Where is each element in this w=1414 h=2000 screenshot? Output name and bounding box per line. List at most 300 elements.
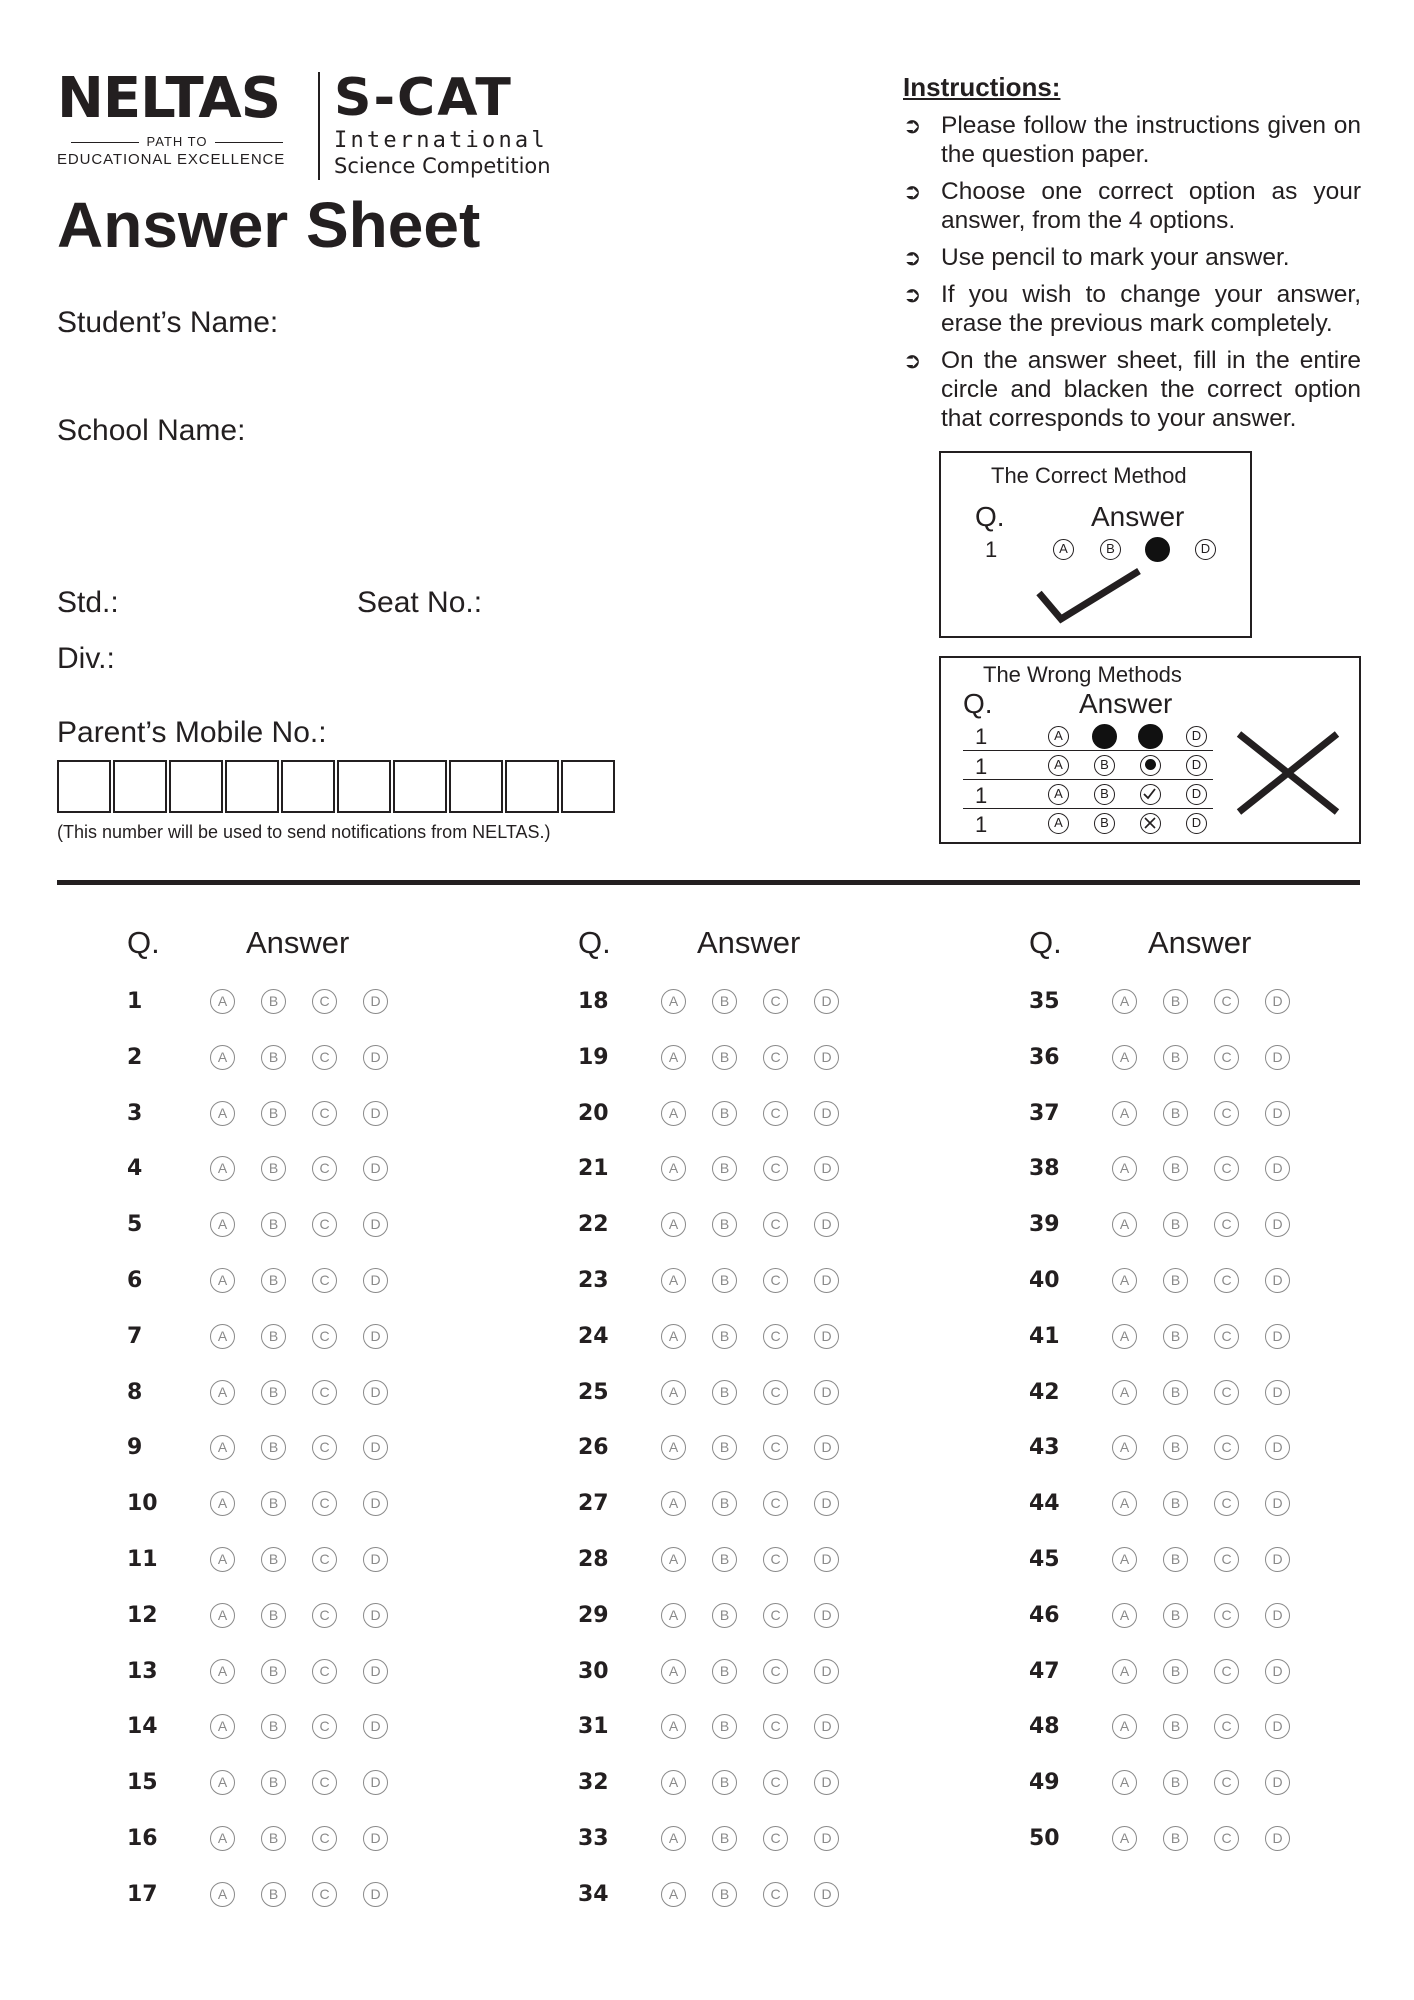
answer-bubble-d[interactable]: D xyxy=(363,1714,388,1739)
answer-bubble-c[interactable]: C xyxy=(1214,1826,1239,1851)
answer-bubble-a[interactable]: A xyxy=(1112,1491,1137,1516)
instructions-list xyxy=(903,111,1361,433)
answer-bubble-c[interactable]: C xyxy=(1214,1770,1239,1795)
option-bubble-d: D xyxy=(1186,726,1207,747)
answer-bubble-a[interactable]: A xyxy=(1112,1045,1137,1070)
answer-bubble-d[interactable]: D xyxy=(1265,1547,1290,1572)
answer-bubble-d[interactable]: D xyxy=(814,1324,839,1349)
answer-bubble-a[interactable]: A xyxy=(1112,1101,1137,1126)
answer-bubble-a[interactable]: A xyxy=(661,1714,686,1739)
correct-method-box xyxy=(939,451,1252,638)
answer-bubble-a[interactable]: A xyxy=(210,1491,235,1516)
answer-bubble-d[interactable]: D xyxy=(814,1547,839,1572)
answer-bubble-d[interactable]: D xyxy=(1265,1603,1290,1628)
answer-bubble-a[interactable]: A xyxy=(1112,1324,1137,1349)
answer-bubble-a[interactable]: A xyxy=(1112,1770,1137,1795)
answer-bubble-c[interactable]: C xyxy=(312,1324,337,1349)
answer-bubble-c[interactable]: C xyxy=(312,1268,337,1293)
question-row xyxy=(1029,1700,1409,1756)
answer-bubble-d[interactable]: D xyxy=(814,1770,839,1795)
answer-bubble-c[interactable]: C xyxy=(312,1435,337,1460)
answer-bubble-a[interactable]: A xyxy=(1112,1156,1137,1181)
answer-bubble-d[interactable]: D xyxy=(814,1714,839,1739)
question-row xyxy=(578,1645,958,1701)
answer-bubble-c[interactable]: C xyxy=(1214,1268,1239,1293)
answer-bubble-c[interactable]: C xyxy=(763,989,788,1014)
mobile-digit-box[interactable] xyxy=(337,760,391,813)
answer-bubble-d[interactable]: D xyxy=(814,1435,839,1460)
answer-bubble-c[interactable]: C xyxy=(312,1770,337,1795)
question-number: 41 xyxy=(1029,1323,1060,1349)
answer-bubble-c[interactable]: C xyxy=(312,1826,337,1851)
question-row xyxy=(127,1142,507,1198)
answer-bubble-b[interactable]: B xyxy=(1163,1212,1188,1237)
answer-bubble-b[interactable]: B xyxy=(261,1882,286,1907)
answer-bubble-a[interactable]: A xyxy=(661,1156,686,1181)
answer-bubble-d[interactable]: D xyxy=(1265,1156,1290,1181)
question-row xyxy=(578,1756,958,1812)
answer-bubble-d[interactable]: D xyxy=(1265,1714,1290,1739)
answer-bubble-b[interactable]: B xyxy=(712,1045,737,1070)
question-row xyxy=(1029,1812,1409,1868)
answer-bubble-b[interactable]: B xyxy=(1163,1324,1188,1349)
question-number: 30 xyxy=(578,1658,609,1684)
question-number: 19 xyxy=(578,1044,609,1070)
question-number: 5 xyxy=(127,1212,143,1238)
answer-bubble-b[interactable]: B xyxy=(261,1659,286,1684)
answer-bubble-b[interactable]: B xyxy=(712,1770,737,1795)
check-mark-icon xyxy=(1035,565,1145,627)
answer-bubble-b[interactable]: B xyxy=(261,1045,286,1070)
answer-bubble-c[interactable]: C xyxy=(312,1101,337,1126)
answer-bubble-a[interactable]: A xyxy=(661,1045,686,1070)
question-number: 2 xyxy=(127,1044,143,1070)
answer-bubble-c[interactable]: C xyxy=(763,1435,788,1460)
question-row xyxy=(578,1421,958,1477)
answer-bubble-c[interactable]: C xyxy=(1214,1324,1239,1349)
answer-bubble-b[interactable]: B xyxy=(1163,1101,1188,1126)
question-row xyxy=(578,1310,958,1366)
question-number: 3 xyxy=(127,1100,143,1126)
answer-bubble-a[interactable]: A xyxy=(210,1714,235,1739)
answer-bubble-b[interactable]: B xyxy=(1163,1714,1188,1739)
question-row xyxy=(1029,1756,1409,1812)
question-number: 21 xyxy=(578,1156,609,1182)
answer-bubble-c[interactable]: C xyxy=(763,1045,788,1070)
cross-mark-icon xyxy=(1233,728,1343,818)
question-row xyxy=(578,975,958,1031)
answer-bubble-b[interactable]: B xyxy=(712,1435,737,1460)
answer-bubble-c[interactable]: C xyxy=(312,1882,337,1907)
answer-bubble-d[interactable]: D xyxy=(363,1156,388,1181)
answer-bubble-a[interactable]: A xyxy=(661,1212,686,1237)
answer-bubble-a[interactable]: A xyxy=(1112,1435,1137,1460)
row-divider xyxy=(963,750,1213,751)
q-header: Q. xyxy=(578,925,611,960)
answer-bubble-a[interactable]: A xyxy=(210,1659,235,1684)
answer-bubble-c[interactable]: C xyxy=(1214,1156,1239,1181)
answer-bubble-b[interactable]: B xyxy=(1163,1045,1188,1070)
question-row xyxy=(1029,1366,1409,1422)
correct-answer-header: Answer xyxy=(1091,501,1185,532)
page-title: Answer Sheet xyxy=(57,189,481,261)
answer-bubble-b[interactable]: B xyxy=(261,1324,286,1349)
answer-bubble-a[interactable]: A xyxy=(661,1491,686,1516)
arrow-bullet-icon: ➲ xyxy=(903,179,922,204)
answer-bubble-d[interactable]: D xyxy=(814,1045,839,1070)
question-number: 48 xyxy=(1029,1714,1060,1740)
question-number: 46 xyxy=(1029,1602,1060,1628)
answer-bubble-d[interactable]: D xyxy=(1265,1045,1290,1070)
answer-bubble-b[interactable]: B xyxy=(261,1603,286,1628)
answer-bubble-a[interactable]: A xyxy=(1112,1603,1137,1628)
answer-bubble-b[interactable]: B xyxy=(1163,1603,1188,1628)
answer-bubble-d[interactable]: D xyxy=(814,1603,839,1628)
answer-bubble-d[interactable]: D xyxy=(814,1882,839,1907)
answer-bubble-a[interactable]: A xyxy=(661,1435,686,1460)
answer-bubble-d[interactable]: D xyxy=(363,1826,388,1851)
column-header xyxy=(578,925,958,975)
answer-bubble-b[interactable]: B xyxy=(261,1547,286,1572)
question-row xyxy=(127,1421,507,1477)
answer-bubble-d[interactable]: D xyxy=(363,1659,388,1684)
arrow-bullet-icon: ➲ xyxy=(903,348,922,373)
correct-row-number: 1 xyxy=(985,537,998,562)
answer-bubble-d[interactable]: D xyxy=(1265,1435,1290,1460)
answer-bubble-d[interactable]: D xyxy=(363,1603,388,1628)
answer-bubble-b[interactable]: B xyxy=(712,1268,737,1293)
question-number: 34 xyxy=(578,1881,609,1907)
question-number: 26 xyxy=(578,1435,609,1461)
answer-bubble-a[interactable]: A xyxy=(1112,1547,1137,1572)
answer-bubble-c[interactable]: C xyxy=(1214,1045,1239,1070)
answer-bubble-d[interactable]: D xyxy=(814,1826,839,1851)
answer-header: Answer xyxy=(246,925,350,960)
answer-bubble-c[interactable]: C xyxy=(763,1324,788,1349)
answer-bubble-d[interactable]: D xyxy=(363,1101,388,1126)
mobile-digit-box[interactable] xyxy=(57,760,111,813)
answer-bubble-a[interactable]: A xyxy=(661,1101,686,1126)
question-row xyxy=(578,1031,958,1087)
answer-bubble-c[interactable]: C xyxy=(312,1659,337,1684)
answer-bubble-d[interactable]: D xyxy=(1265,1101,1290,1126)
neltas-wordmark: NELTAS xyxy=(57,66,281,131)
question-row xyxy=(578,1254,958,1310)
answer-bubble-c[interactable]: C xyxy=(763,1101,788,1126)
answer-bubble-d[interactable]: D xyxy=(814,1156,839,1181)
section-divider xyxy=(57,880,1360,885)
filled-bubble xyxy=(1145,537,1170,562)
answer-bubble-a[interactable]: A xyxy=(210,1045,235,1070)
answer-bubble-a[interactable]: A xyxy=(661,1603,686,1628)
answer-bubble-b[interactable]: B xyxy=(261,1826,286,1851)
answer-bubble-d[interactable]: D xyxy=(363,989,388,1014)
answer-bubble-c[interactable]: C xyxy=(1214,1212,1239,1237)
answer-bubble-a[interactable]: A xyxy=(210,1324,235,1349)
answer-bubble-b[interactable]: B xyxy=(1163,1547,1188,1572)
school-name-label: School Name: xyxy=(57,414,246,447)
question-row xyxy=(127,1645,507,1701)
answer-bubble-d[interactable]: D xyxy=(363,1268,388,1293)
answer-bubble-d[interactable]: D xyxy=(1265,1659,1290,1684)
answer-bubble-a[interactable]: A xyxy=(661,989,686,1014)
answer-bubble-d[interactable]: D xyxy=(363,1491,388,1516)
answer-bubble-d[interactable]: D xyxy=(363,1045,388,1070)
answer-bubble-d[interactable]: D xyxy=(814,1491,839,1516)
answer-bubble-d[interactable]: D xyxy=(814,1101,839,1126)
answer-bubble-b[interactable]: B xyxy=(261,1101,286,1126)
answer-bubble-c[interactable]: C xyxy=(763,1380,788,1405)
answer-bubble-d[interactable]: D xyxy=(1265,1212,1290,1237)
question-row xyxy=(578,1589,958,1645)
instruction-item xyxy=(903,177,1361,235)
answer-bubble-b[interactable]: B xyxy=(712,989,737,1014)
answer-bubble-b[interactable]: B xyxy=(1163,1156,1188,1181)
answer-bubble-b[interactable]: B xyxy=(712,1101,737,1126)
answer-bubble-a[interactable]: A xyxy=(1112,1380,1137,1405)
answer-bubble-c[interactable]: C xyxy=(312,989,337,1014)
mobile-digit-box[interactable] xyxy=(113,760,167,813)
mobile-digit-box[interactable] xyxy=(505,760,559,813)
answer-bubble-d[interactable]: D xyxy=(814,1659,839,1684)
question-number: 29 xyxy=(578,1602,609,1628)
answer-bubble-c[interactable]: C xyxy=(763,1547,788,1572)
row-divider xyxy=(963,808,1213,809)
answer-bubble-b[interactable]: B xyxy=(261,1268,286,1293)
question-row xyxy=(578,1142,958,1198)
mobile-digit-box[interactable] xyxy=(281,760,335,813)
answer-bubble-b[interactable]: B xyxy=(712,1324,737,1349)
answer-bubble-d[interactable]: D xyxy=(363,1882,388,1907)
answer-bubble-c[interactable]: C xyxy=(1214,1491,1239,1516)
answer-bubble-a[interactable]: A xyxy=(1112,989,1137,1014)
answer-bubble-b[interactable]: B xyxy=(712,1714,737,1739)
answer-bubble-d[interactable]: D xyxy=(363,1212,388,1237)
answer-bubble-b[interactable]: B xyxy=(1163,1380,1188,1405)
question-row xyxy=(1029,1477,1409,1533)
answer-bubble-d[interactable]: D xyxy=(1265,1491,1290,1516)
answer-bubble-a[interactable]: A xyxy=(1112,1826,1137,1851)
logo-divider xyxy=(318,72,320,180)
answer-bubble-a[interactable]: A xyxy=(210,1882,235,1907)
answer-bubble-b[interactable]: B xyxy=(261,1491,286,1516)
answer-bubble-c[interactable]: C xyxy=(312,1156,337,1181)
answer-bubble-b[interactable]: B xyxy=(1163,1268,1188,1293)
question-row xyxy=(1029,975,1409,1031)
question-row xyxy=(1029,1087,1409,1143)
answer-bubble-c[interactable]: C xyxy=(763,1826,788,1851)
answer-bubble-a[interactable]: A xyxy=(210,1770,235,1795)
question-row xyxy=(127,975,507,1031)
answer-bubble-a[interactable]: A xyxy=(210,1547,235,1572)
option-bubble-d: D xyxy=(1186,755,1207,776)
answer-column-1 xyxy=(127,925,507,1924)
answer-bubble-c[interactable]: C xyxy=(1214,1659,1239,1684)
answer-bubble-c[interactable]: C xyxy=(312,1491,337,1516)
answer-bubble-c[interactable]: C xyxy=(312,1380,337,1405)
answer-bubble-d[interactable]: D xyxy=(363,1435,388,1460)
answer-bubble-c[interactable]: C xyxy=(312,1714,337,1739)
answer-bubble-a[interactable]: A xyxy=(210,989,235,1014)
answer-bubble-d[interactable]: D xyxy=(1265,989,1290,1014)
answer-bubble-c[interactable]: C xyxy=(763,1882,788,1907)
question-number: 36 xyxy=(1029,1044,1060,1070)
answer-bubble-a[interactable]: A xyxy=(661,1547,686,1572)
question-row xyxy=(127,1198,507,1254)
question-number: 32 xyxy=(578,1770,609,1796)
answer-bubble-a[interactable]: A xyxy=(210,1826,235,1851)
answer-bubble-c[interactable]: C xyxy=(763,1491,788,1516)
answer-bubble-a[interactable]: A xyxy=(661,1659,686,1684)
answer-bubble-d[interactable]: D xyxy=(363,1324,388,1349)
question-row xyxy=(1029,1031,1409,1087)
answer-bubble-a[interactable]: A xyxy=(661,1770,686,1795)
answer-bubble-a[interactable]: A xyxy=(661,1882,686,1907)
question-row xyxy=(578,1087,958,1143)
answer-bubble-d[interactable]: D xyxy=(363,1547,388,1572)
answer-bubble-c[interactable]: C xyxy=(763,1659,788,1684)
question-number: 20 xyxy=(578,1100,609,1126)
wrong-row-number: 1 xyxy=(975,724,988,749)
answer-bubble-b[interactable]: B xyxy=(712,1156,737,1181)
question-number: 4 xyxy=(127,1156,143,1182)
answer-bubble-a[interactable]: A xyxy=(1112,1268,1137,1293)
answer-bubble-a[interactable]: A xyxy=(210,1435,235,1460)
answer-bubble-b[interactable]: B xyxy=(1163,1826,1188,1851)
answer-bubble-c[interactable]: C xyxy=(1214,989,1239,1014)
answer-bubble-b[interactable]: B xyxy=(261,1435,286,1460)
question-number: 40 xyxy=(1029,1267,1060,1293)
answer-bubble-d[interactable]: D xyxy=(814,1212,839,1237)
question-number: 45 xyxy=(1029,1546,1060,1572)
question-number: 28 xyxy=(578,1546,609,1572)
scat-logo xyxy=(334,68,551,178)
answer-bubble-b[interactable]: B xyxy=(261,989,286,1014)
answer-bubble-b[interactable]: B xyxy=(712,1826,737,1851)
question-number: 37 xyxy=(1029,1100,1060,1126)
answer-bubble-b[interactable]: B xyxy=(712,1603,737,1628)
answer-bubble-c[interactable]: C xyxy=(763,1603,788,1628)
answer-bubble-b[interactable]: B xyxy=(261,1156,286,1181)
answer-bubble-b[interactable]: B xyxy=(712,1380,737,1405)
question-number: 15 xyxy=(127,1770,158,1796)
option-bubble-a: A xyxy=(1048,726,1069,747)
answer-bubble-a[interactable]: A xyxy=(661,1380,686,1405)
answer-bubble-b[interactable]: B xyxy=(261,1212,286,1237)
answer-bubble-d[interactable]: D xyxy=(814,1380,839,1405)
answer-bubble-c[interactable]: C xyxy=(312,1547,337,1572)
mobile-digit-box[interactable] xyxy=(169,760,223,813)
answer-bubble-c[interactable]: C xyxy=(763,1268,788,1293)
answer-bubble-a[interactable]: A xyxy=(210,1212,235,1237)
answer-bubble-d[interactable]: D xyxy=(814,1268,839,1293)
answer-bubble-b[interactable]: B xyxy=(712,1547,737,1572)
question-number: 39 xyxy=(1029,1212,1060,1238)
answer-bubble-c[interactable]: C xyxy=(763,1212,788,1237)
answer-bubble-b[interactable]: B xyxy=(1163,989,1188,1014)
option-bubble-a: A xyxy=(1048,813,1069,834)
answer-bubble-b[interactable]: B xyxy=(261,1380,286,1405)
answer-bubble-a[interactable]: A xyxy=(1112,1212,1137,1237)
mobile-digit-box[interactable] xyxy=(225,760,279,813)
answer-bubble-a[interactable]: A xyxy=(210,1268,235,1293)
answer-column-3 xyxy=(1029,925,1409,1868)
partially-filled-bubble xyxy=(1140,755,1161,776)
mobile-digit-box[interactable] xyxy=(561,760,615,813)
answer-bubble-a[interactable]: A xyxy=(1112,1659,1137,1684)
question-row xyxy=(127,1589,507,1645)
answer-bubble-b[interactable]: B xyxy=(712,1491,737,1516)
answer-bubble-c[interactable]: C xyxy=(1214,1714,1239,1739)
answer-bubble-a[interactable]: A xyxy=(1112,1714,1137,1739)
seat-no-label: Seat No.: xyxy=(357,586,483,619)
answer-bubble-b[interactable]: B xyxy=(261,1714,286,1739)
answer-bubble-d[interactable]: D xyxy=(814,989,839,1014)
answer-bubble-b[interactable]: B xyxy=(1163,1435,1188,1460)
answer-bubble-c[interactable]: C xyxy=(1214,1101,1239,1126)
answer-bubble-b[interactable]: B xyxy=(261,1770,286,1795)
answer-bubble-a[interactable]: A xyxy=(210,1380,235,1405)
answer-bubble-c[interactable]: C xyxy=(1214,1603,1239,1628)
mobile-digit-box[interactable] xyxy=(393,760,447,813)
answer-bubble-d[interactable]: D xyxy=(1265,1380,1290,1405)
question-number: 35 xyxy=(1029,989,1060,1014)
answer-bubble-d[interactable]: D xyxy=(1265,1770,1290,1795)
answer-bubble-b[interactable]: B xyxy=(712,1659,737,1684)
question-number: 10 xyxy=(127,1491,158,1517)
answer-rows xyxy=(1029,975,1409,1868)
answer-bubble-d[interactable]: D xyxy=(1265,1324,1290,1349)
answer-bubble-a[interactable]: A xyxy=(661,1268,686,1293)
answer-bubble-b[interactable]: B xyxy=(1163,1770,1188,1795)
question-number: 25 xyxy=(578,1379,609,1405)
answer-bubble-c[interactable]: C xyxy=(763,1156,788,1181)
answer-bubble-b[interactable]: B xyxy=(1163,1491,1188,1516)
wrong-row-number: 1 xyxy=(975,783,988,808)
answer-bubble-c[interactable]: C xyxy=(312,1045,337,1070)
answer-bubble-c[interactable]: C xyxy=(1214,1380,1239,1405)
answer-rows xyxy=(127,975,507,1924)
answer-bubble-b[interactable]: B xyxy=(1163,1659,1188,1684)
answer-bubble-b[interactable]: B xyxy=(712,1882,737,1907)
answer-bubble-a[interactable]: A xyxy=(661,1324,686,1349)
answer-bubble-a[interactable]: A xyxy=(210,1603,235,1628)
answer-bubble-c[interactable]: C xyxy=(1214,1435,1239,1460)
question-number: 16 xyxy=(127,1825,158,1851)
answer-bubble-d[interactable]: D xyxy=(1265,1826,1290,1851)
correct-method-title: The Correct Method xyxy=(991,463,1187,488)
answer-bubble-b[interactable]: B xyxy=(712,1212,737,1237)
answer-bubble-a[interactable]: A xyxy=(210,1156,235,1181)
option-bubble-a: A xyxy=(1048,784,1069,805)
option-bubble-b: B xyxy=(1094,755,1115,776)
answer-bubble-c[interactable]: C xyxy=(763,1714,788,1739)
question-number: 7 xyxy=(127,1323,143,1349)
answer-bubble-d[interactable]: D xyxy=(1265,1268,1290,1293)
answer-bubble-d[interactable]: D xyxy=(363,1770,388,1795)
question-row xyxy=(127,1756,507,1812)
std-label: Std.: xyxy=(57,586,119,619)
answer-bubble-a[interactable]: A xyxy=(210,1101,235,1126)
mobile-digit-box[interactable] xyxy=(449,760,503,813)
answer-bubble-c[interactable]: C xyxy=(312,1603,337,1628)
answer-bubble-c[interactable]: C xyxy=(1214,1547,1239,1572)
answer-bubble-c[interactable]: C xyxy=(312,1212,337,1237)
answer-bubble-c[interactable]: C xyxy=(763,1770,788,1795)
instruction-text: Use pencil to mark your answer. xyxy=(941,244,1290,271)
answer-bubble-a[interactable]: A xyxy=(661,1826,686,1851)
answer-bubble-d[interactable]: D xyxy=(363,1380,388,1405)
